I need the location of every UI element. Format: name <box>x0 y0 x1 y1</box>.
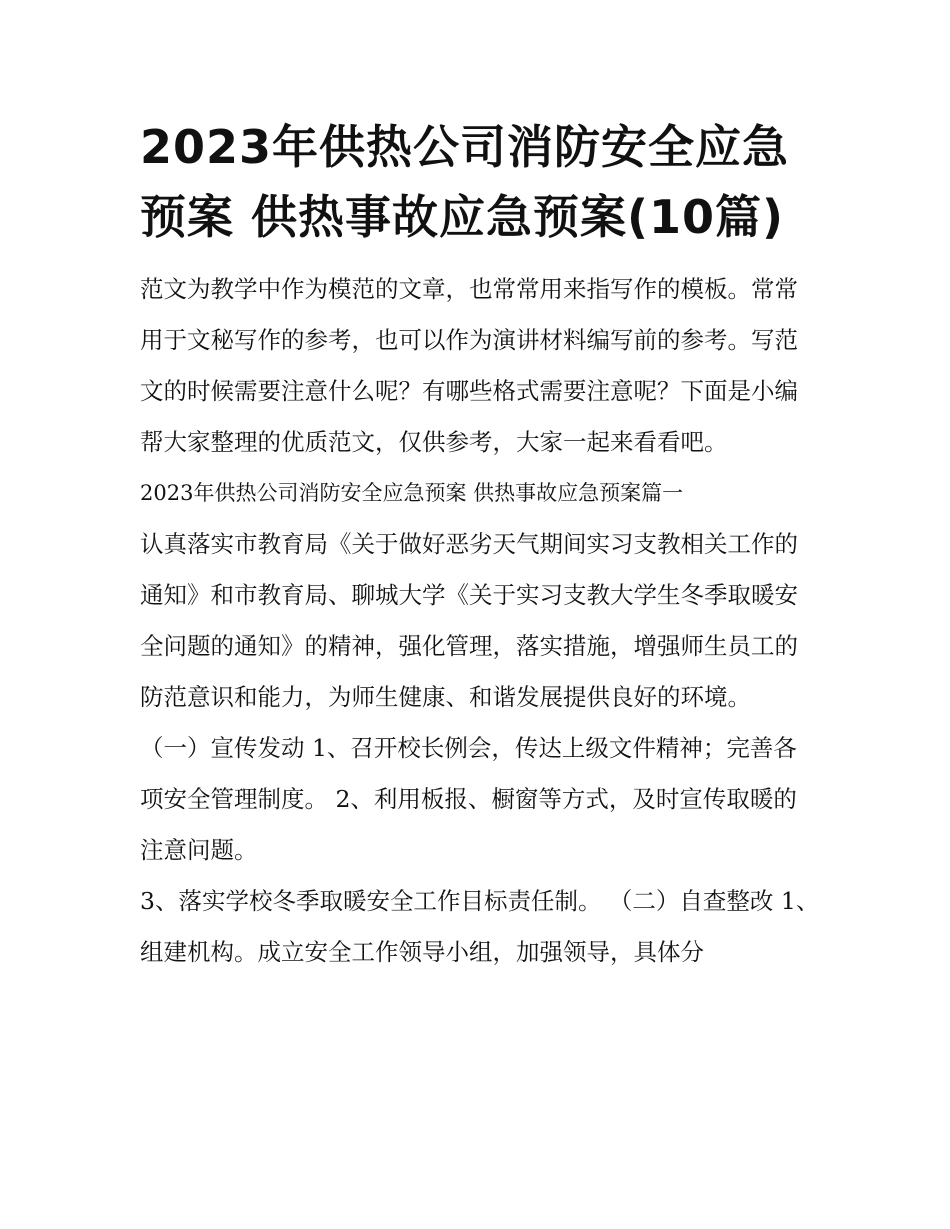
section-heading: 2023年供热公司消防安全应急预案 供热事故应急预案篇一 <box>140 481 684 505</box>
document-page <box>140 112 820 978</box>
intro-paragraph: 范文为教学中作为模范的文章，也常常用来指写作的模板。常常用于文秘写作的参考，也可以作为演讲材料编写前的参考。写范文的时候需要注意什么呢？有哪些格式需要注意呢？下面是小编帮大家整理的优质范文，仅供参考，大家一起来看看吧。 <box>140 275 798 456</box>
body-paragraph-3: 3、落实学校冬季取暖安全工作目标责任制。 （二）自查整改 1、组建机构。成立安全工作领导小组，加强领导，具体分 <box>140 887 820 966</box>
body-paragraph-2: （一）宣传发动 1、召开校长例会，传达上级文件精神；完善各项安全管理制度。 2、利用板报、橱窗等方式，及时宣传取暖的注意问题。 <box>140 734 797 864</box>
document-title: 2023年供热公司消防安全应急预案 供热事故应急预案(10篇) <box>140 120 790 244</box>
body-paragraph-1: 认真落实市教育局《关于做好恶劣天气期间实习支教相关工作的通知》和市教育局、聊城大学《关于实习支教大学生冬季取暖安全问题的通知》的精神，强化管理，落实措施，增强师生员工的防范意识和能力，为师生健康、和谐发展提供良好的环境。 <box>140 530 798 711</box>
